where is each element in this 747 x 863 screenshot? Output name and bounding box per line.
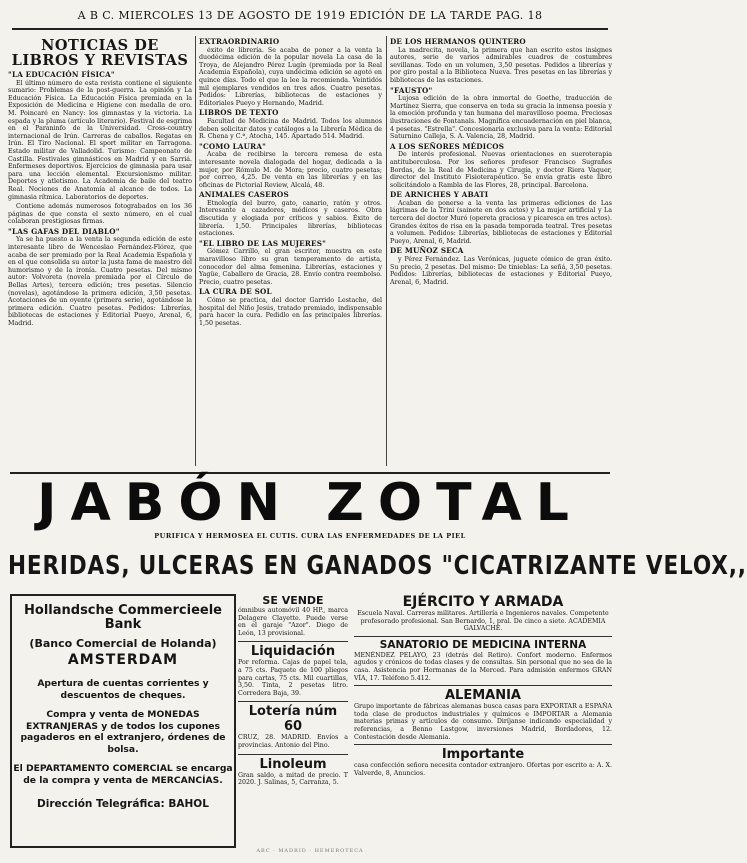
ad-title: ALEMANIA: [444, 688, 521, 704]
article-heading: "LAS GAFAS DEL DIABLO": [8, 226, 120, 236]
ad-text: MENÉNDEZ PELAYO, 23 (detrás del Retiro). Confort moderno. Enfermos agudos y crónicos de todas clases y de consultas. Sin personal que no sea de la casa. Asistencia por Hermanas de la Merced. Para admisión enfermos GRAN VÍA, 17. Teléfono 5.412.: [354, 651, 612, 682]
bank-subtitle: (Banco Comercial de Holanda): [29, 637, 217, 650]
article-text: Acaban de ponerse a la venta las primeras ediciones de Las lágrimas de la Trini (sainete en dos actos) y La mujer artificial y La tercera del doctor Muró (opereta graciosa y picaresca en tres actos). Grandes éxitos de risa en la pasada temporada teatral. Tres pesetas a volumen. Pedidos: Librerías, bibliotecas de estaciones y Editorial Pueyo, Arenal, 6, Madrid.: [390, 199, 612, 245]
article-heading: ANIMALES CASEROS: [199, 190, 289, 200]
column-rule: [386, 36, 387, 466]
ad-text: Por reforma. Cajas de papel tela, a 75 cts. Paquete de 100 pliegos para cartas, 75 cts. Mil cuartillas, 3,50. Tinta, 2 pesetas litro. Corredera Baja, 39.: [238, 659, 348, 697]
bank-line: Compra y venta de MONEDAS EXTRANJERAS y de todos los cupones pagaderos en el extranjero, órdenes de bolsa.: [20, 709, 226, 755]
ad-divider: [238, 641, 348, 642]
article-heading: LA CURA DE SOL: [199, 287, 272, 297]
ad-text: Grupo importante de fábricas alemanas busca casas para EXPORTAR a ESPAÑA toda clase de productos industriales y químicos e IMPORTAR a Alemania materias primas y artículos de consumo. Diríjanse indicando especialidad y referencias, a Benno Lastgow, inversiones Madrid, Bordadores, 12. Contestación desde Alemania.: [354, 703, 612, 741]
article-text: La madrecita, novela, la primera que han escrito estos insignes autores, serie de varios admirables cuadros de costumbres sevillanas. Todo en un volumen, 3,50 pesetas. Pedidos a librerías y por giro postal a la Biblioteca Nueva. Tres pesetas en las librerías y bibliotecas de las estaciones.: [390, 46, 612, 84]
ad-text: casa confección señora necesita contador extranjero. Ofertas por escrito a: A. X. Valverde, 8, Anuncios.: [354, 762, 612, 777]
article-heading: DE ARNICHES Y ABATI: [390, 190, 489, 200]
column-3: [390, 36, 612, 466]
ad-text: CRUZ, 28. MADRID. Envíos a provincias. Antonio del Pino.: [238, 734, 348, 749]
article-heading: "EL LIBRO DE LAS MUJERES": [199, 238, 327, 248]
ad-title: Lotería núm 60: [248, 704, 338, 735]
article-heading: A LOS SEÑORES MÉDICOS: [390, 141, 505, 151]
article-heading: EXTRAORDINARIO: [199, 37, 280, 46]
column-rule: [195, 36, 196, 466]
article-heading: "FAUSTO": [390, 85, 433, 95]
article-text: Lujosa edición de la obra inmortal de Goethe, traducción de Martínez Sierra, que conserva en toda su gracia la inmensa poesía y la emoción profunda y tan humana del maravilloso poema. Preciosas ilustraciones de Fontanals. Magnífica encuadernación en piel blanca, 4 pesetas. "Estrella". Concesionaria exclusiva para la venta: Editorial Saturnino Calleja, S. A. Valencia, 28, Madrid.: [390, 95, 612, 141]
article-text: El último número de esta revista contiene el siguiente sumario: Problemas de la post-guerra. La opinión y La Educación Física. La Educación Física premiada en la Exposición de Medicina e Higiene con medalla de oro. M. Poincaré en Nancy: los gimnastas y la victoria. La espada y la pluma (artículo literario). Festival de esgrima en el Paraninfo de la Universidad. Cross-country internacional de Irún. Carreras de caballos. Regatas en Irún. El Tiro Nacional. El sport militar en Tarragona. Estado militar de Valladolid. Turismo: Campeonato de Castilla. Festivales gimnásticos en Madrid y en Sarriá. Enfermeses deportivos. Ejercicios de gimnasia para usar para una lección elemental. Excursionismo militar. Deportes y atletismo. La Academia de baile del teatro Real. Nociones de Anatomía al alcance de todos. La gimnasia rítmica. Laboratorios de deportes.: [8, 79, 192, 201]
article-heading: "COMO LAURA": [199, 141, 267, 151]
bank-line: Apertura de cuentas corrientes y descuentos de cheques.: [37, 678, 209, 701]
bank-ad: [10, 594, 236, 848]
page-footer: ABC · MADRID · HEMEROTECA: [256, 848, 364, 854]
bank-city: AMSTERDAM: [67, 652, 179, 668]
column-1: [8, 36, 192, 466]
bank-line: El DEPARTAMENTO COMERCIAL se encarga de la compra y venta de MERCANCÍAS.: [13, 763, 233, 786]
ad-text: Escuela Naval. Carreras militares. Artillería e Ingenieros navales. Competente profesorado profesional. San Bernardo, 1, pral. De cinco a siete. ACADEMIA GALVACHE.: [357, 610, 609, 633]
article-text: Acaba de recibirse la tercera remesa de esta interesante novela dialogada del hogar, dedicada a la mujer, por Rómulo M. de Mora; precio, cuatro pesetas; por correo, 4,25. De venta en las librerías y en las oficinas de Pictorial Review, Alcalá, 48.: [199, 151, 382, 189]
article-heading: LIBROS DE TEXTO: [199, 108, 279, 118]
ad-divider: [238, 701, 348, 702]
article-text: Ya se ha puesto a la venta la segunda edición de este interesante libro de Wenceslao Fernández-Flórez, que acaba de ser premiado por la Real Academia Española y en el que consolida su autor la justa fama de maestro del humorismo y de la ironía. Cuatro pesetas. Del mismo autor: Volvoreta (novela premiada por el Círculo de Bellas Artes), tercera edición; tres pesetas. Silencio (novelas), agotándose la primera edición, 3,50 pesetas. Acotaciones de un oyente (primera serie), agotándose la primera edición. Cuatro pesetas. Pedidos: Librerías, bibliotecas de estaciones y Editorial Pueyo, Arenal, 6, Madrid.: [8, 236, 192, 327]
article-text: Cómo se practica, del doctor Garrido Lestache, del hospital del Niño Jesús, tratado premiado, indispensable para hacer la cura. Pedidlo en las principales librerías. 1,50 pesetas.: [199, 297, 382, 327]
ad-title: SANATORIO DE MEDICINA INTERNA: [379, 638, 587, 651]
ad-title: Liquidación: [250, 644, 336, 660]
column-2: [199, 36, 382, 466]
bank-name: Hollandsche Commercieele Bank: [24, 603, 222, 632]
article-text: Facultad de Medicina de Madrid. Todos los alumnos deben solicitar datos y catálogos a la Librería Médica de R. Chena y C.ª, Atocha, 145. Apartado 514. Madrid.: [199, 117, 382, 141]
article-heading: "LA EDUCACIÓN FÍSICA": [8, 70, 115, 79]
article-text: éxito de librería. Se acaba de poner a la venta la duodécima edición de la popular novela La casa de la Troya, de Alejandro Pérez Lugín (premiada por la Real Academia Española), cuya undécima edición se agotó en quince días. Todo el que la lee la recomienda. Veintidós mil ejemplares vendidos en tres años. Cuatro pesetas. Pedidos: Librerías, bibliotecas de estaciones y Editoriales Pueyo y Hernando, Madrid.: [199, 46, 382, 107]
ad-text: Gran saldo, a mitad de precio. T 2020. J. Salinas, 5, Carranza, 5.: [238, 771, 348, 787]
ad-title: Linoleum: [259, 756, 327, 772]
ad-title: SE VENDE: [262, 594, 324, 607]
bank-telegraph: Dirección Telegráfica: BAHOL: [37, 798, 209, 810]
ad-title: EJÉRCITO Y ARMADA: [402, 594, 564, 610]
ad-title: Importante: [441, 747, 525, 763]
page-header: A B C. MIERCOLES 13 DE AGOSTO DE 1919 EDICIÓN DE LA TARDE PAG. 18: [12, 4, 608, 30]
ad-divider: [354, 636, 612, 637]
ad-divider: [354, 744, 612, 745]
article-text: De interés profesional. Nuevas orientaciones en sueroterapia antituberculosa. Por los señores profesor Francisco Sugrañes Bordas, de la Real de Medicina y Cirugía, y doctor Riera Vaquer, director del Instituto Fisioterapéutico. Se envía gratis este libro solicitándolo a Rambla de las Flores, 28, principal. Barcelona.: [390, 151, 612, 189]
zotal-ad-subtitle: PURIFICA Y HERMOSEA EL CUTIS. CURA LAS ENFERMEDADES DE LA PIEL: [154, 532, 466, 540]
article-heading: DE LOS HERMANOS QUINTERO: [390, 37, 526, 46]
ad-divider: [238, 754, 348, 755]
article-heading: DE MUÑOZ SECA: [390, 246, 464, 256]
article-text: y Pérez Fernández. Las Verónicas, juguete cómico de gran éxito. Su precio, 2 pesetas. Del mismo: De tinieblas: La señá, 3,50 pesetas. Pedidos: Librerías, bibliotecas de estaciones y Editorial Pueyo, Arenal, 6, Madrid.: [390, 256, 612, 286]
article-text: Etnología del burro, gato, canario, ratón y otros. Interesante a cazadores, médicos y caseros. Obra discutida y elogiada por críticos y sabios. Éxito de librería. 1,50. Principales librerías, bibliotecas estaciones.: [199, 199, 382, 238]
section-title: NOTICIAS DE LIBROS Y REVISTAS: [11, 37, 189, 69]
article-text: Gómez Carrillo, el gran escritor, muestra en este maravilloso libro su gran temperamento de artista, conocedor del alma femenina. Librerías, estaciones y Yagüe, Caballero de Gracia, 28. Envío contra reembolso. Precio, cuatro pesetas.: [199, 248, 382, 286]
velox-ad: HERIDAS, ULCERAS EN GANADOS "CICATRIZANTE VELOX,,: [8, 551, 747, 581]
classifieds-right: [354, 594, 612, 844]
classifieds-middle: [238, 594, 348, 844]
zotal-ad-title: JABÓN ZOTAL: [10, 472, 610, 532]
ad-text: ómnibus automóvil 40 HP., marca Delagere Clayette. Puede verse en el garaje "Azor". Diego de León, 13 provisional.: [238, 607, 348, 637]
article-text: Contiene además numerosos fotograbados en los 36 páginas de que consta el sexto número, en el cual colaboran prestigiosas firmas.: [8, 203, 192, 226]
ad-divider: [354, 685, 612, 686]
